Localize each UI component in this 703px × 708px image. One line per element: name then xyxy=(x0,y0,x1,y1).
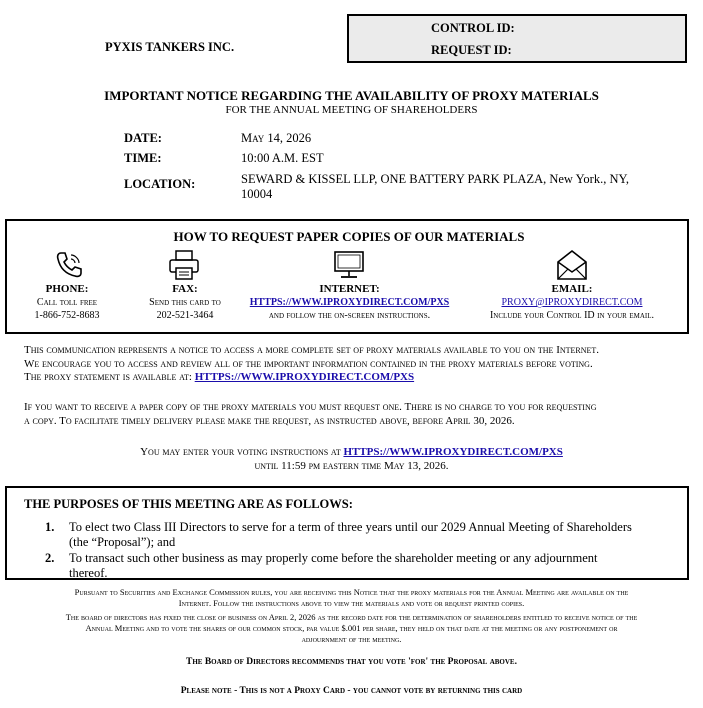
note1-line1: Pursuant to Securities and Exchange Commission rules, you are receiving this Notice that the proxy materials for the Annual Meeting are available on the xyxy=(74,587,629,597)
notice-title: IMPORTANT NOTICE REGARDING THE AVAILABILITY OF PROXY MATERIALS xyxy=(104,88,599,103)
note2-line1: The board of directors has fixed the close of business on April 2, 2026 as the record date for the determination of shareholders entitled to receive notice of the xyxy=(65,612,638,622)
company-name: PYXIS TANKERS INC. xyxy=(105,40,235,54)
location-label: LOCATION: xyxy=(124,177,196,191)
location-value-line2: 10004 xyxy=(241,187,273,201)
control-id-box xyxy=(347,14,687,63)
fax-icon xyxy=(167,249,201,281)
request-box-title: HOW TO REQUEST PAPER COPIES OF OUR MATERIALS xyxy=(173,229,525,244)
item-text-line1: To elect two Class III Directors to serve for a term of three years until our 2029 Annual Meeting of Shareholders xyxy=(69,520,632,534)
vote-prefix: You may enter your voting instructions at xyxy=(140,446,341,458)
board-recommendation: The Board of Directors recommends that you vote 'for' the Proposal above. xyxy=(186,657,517,667)
note1-line2: Internet. Follow the instructions above to view the materials and vote or request printed copies. xyxy=(178,598,525,608)
phone-heading: PHONE: xyxy=(45,283,89,295)
email-link[interactable]: PROXY@IPROXYDIRECT.COM xyxy=(501,297,643,308)
para1-line2: We encourage you to access and review all of the important information contained in the proxy materials before voting. xyxy=(24,357,593,370)
phone-line1: Call toll free xyxy=(36,297,98,308)
internet-instructions: and follow the on-screen instructions. xyxy=(268,310,431,321)
phone-icon xyxy=(53,249,85,281)
email-section xyxy=(467,283,677,322)
email-instructions: Include your Control ID in your email. xyxy=(489,310,655,321)
computer-icon xyxy=(332,249,366,281)
internet-section xyxy=(237,283,462,322)
para2-line1: If you want to receive a paper copy of the proxy materials you must request one. There is no charge to you for requesting xyxy=(24,401,597,413)
request-paper-box xyxy=(5,219,689,334)
phone-section xyxy=(17,283,117,322)
fax-number: 202-521-3464 xyxy=(156,310,214,321)
date-label: DATE: xyxy=(124,131,162,145)
note2-line3: adjournment of the meeting. xyxy=(301,634,402,644)
internet-heading: INTERNET: xyxy=(319,283,380,295)
note2-line2: Annual Meeting and to vote the shares of our common stock, par value $.001 per share, they held on that date at the meeting or any postponement or xyxy=(85,623,618,633)
item-text-line2: (the “Proposal”); and xyxy=(69,535,176,549)
control-id-label: CONTROL ID: xyxy=(431,21,515,35)
email-heading: EMAIL: xyxy=(551,283,593,295)
para2-line2: a copy. To facilitate timely delivery please make the request, as instructed above, before April 30, 2026. xyxy=(24,414,515,427)
vote-deadline: until 11:59 pm eastern time May 13, 2026. xyxy=(254,460,449,472)
proxy-statement-link[interactable]: HTTPS://WWW.IPROXYDIRECT.COM/PXS xyxy=(194,371,415,383)
fax-section xyxy=(125,283,245,322)
para1-line1: This communication represents a notice to access a more complete set of proxy materials available to you on the Internet. xyxy=(24,344,600,356)
record-date-note xyxy=(0,612,703,645)
time-value: 10:00 A.M. EST xyxy=(241,151,324,165)
item-number: 2. xyxy=(45,551,55,565)
date-value: May 14, 2026 xyxy=(241,131,312,145)
envelope-icon xyxy=(555,248,589,282)
item-number: 1. xyxy=(45,520,55,534)
item-text-line1: To transact such other business as may properly come before the shareholder meeting or any adjournment xyxy=(69,551,598,565)
phone-number: 1-866-752-8683 xyxy=(34,310,100,321)
access-notice-paragraph xyxy=(24,344,684,385)
request-id-label: REQUEST ID: xyxy=(431,43,512,57)
internet-link[interactable]: HTTPS://WWW.IPROXYDIRECT.COM/PXS xyxy=(249,297,450,308)
purposes-title: THE PURPOSES OF THIS MEETING ARE AS FOLLOWS: xyxy=(24,497,353,511)
para1-line3-prefix: The proxy statement is available at: xyxy=(24,371,192,383)
notice-subtitle: FOR THE ANNUAL MEETING OF SHAREHOLDERS xyxy=(225,104,478,116)
fax-line1: Send this card to xyxy=(149,297,221,308)
item-text-line2: thereof. xyxy=(69,566,108,580)
voting-instructions xyxy=(0,445,703,473)
paper-copy-paragraph xyxy=(24,401,684,428)
location-value-line1: SEWARD & KISSEL LLP, ONE BATTERY PARK PLAZA, New York., NY, xyxy=(241,172,630,186)
purposes-box xyxy=(5,486,689,580)
fax-heading: FAX: xyxy=(172,283,198,295)
not-proxy-card-note: Please note - This is not a Proxy Card - you cannot vote by returning this card xyxy=(180,686,523,696)
sec-rules-note xyxy=(0,587,703,609)
time-label: TIME: xyxy=(124,151,162,165)
voting-link[interactable]: HTTPS://WWW.IPROXYDIRECT.COM/PXS xyxy=(343,446,563,458)
